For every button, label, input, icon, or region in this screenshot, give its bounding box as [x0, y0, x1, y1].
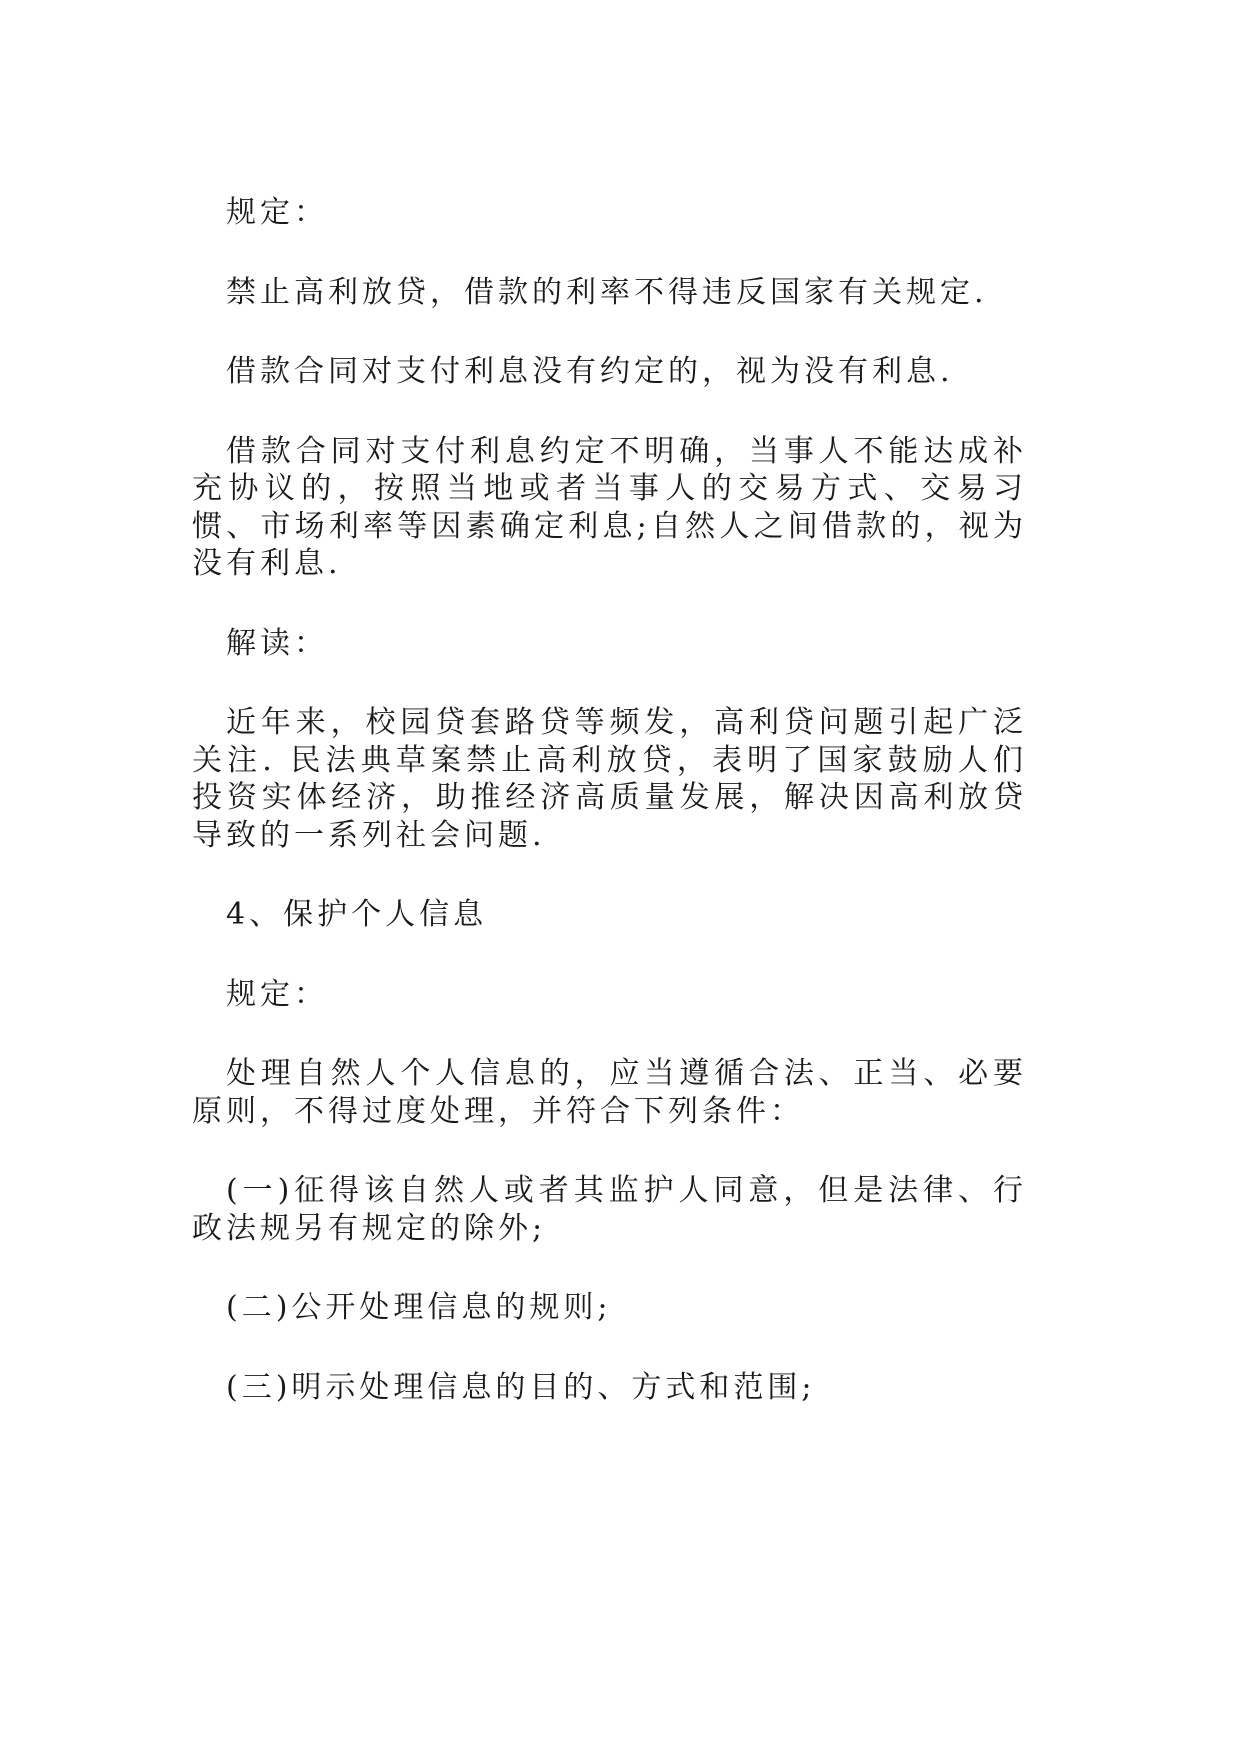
document-body [192, 194, 1027, 1448]
paragraph-interpretation-text: 近年来，校园贷套路贷等频发，高利贷问题引起广泛关注. 民法典草案禁止高利放贷，表明了国家鼓励人们投资实体经济，助推经济高质量发展，解决因高利放贷导致的一系列社会问题. [192, 705, 1027, 853]
heading-provision: 规定： [226, 195, 328, 230]
heading-provision-2: 规定： [226, 976, 328, 1012]
list-item-condition-3: (三)明示处理信息的目的、方式和范围; [226, 1369, 816, 1405]
list-item-condition-1: (一)征得该自然人或者其监护人同意，但是法律、行政法规另有规定的除外; [192, 1173, 1027, 1246]
paragraph-no-interest-agreement: 借款合同对支付利息没有约定的，视为没有利息. [226, 354, 954, 389]
paragraph-unclear-interest: 借款合同对支付利息约定不明确，当事人不能达成补充协议的，按照当地或者当事人的交易方式、交易习惯、市场利率等因素确定利息;自然人之间借款的，视为没有利息. [192, 433, 1027, 581]
list-item-condition-2: (二)公开处理信息的规则; [226, 1290, 612, 1325]
paragraph-processing-principles: 处理自然人个人信息的，应当遵循合法、正当、必要原则，不得过度处理，并符合下列条件： [192, 1056, 1027, 1129]
heading-interpretation: 解读： [226, 625, 328, 661]
paragraph-usury-ban: 禁止高利放贷，借款的利率不得违反国家有关规定. [226, 274, 988, 310]
section-title-personal-info: 4、保护个人信息 [226, 897, 488, 932]
